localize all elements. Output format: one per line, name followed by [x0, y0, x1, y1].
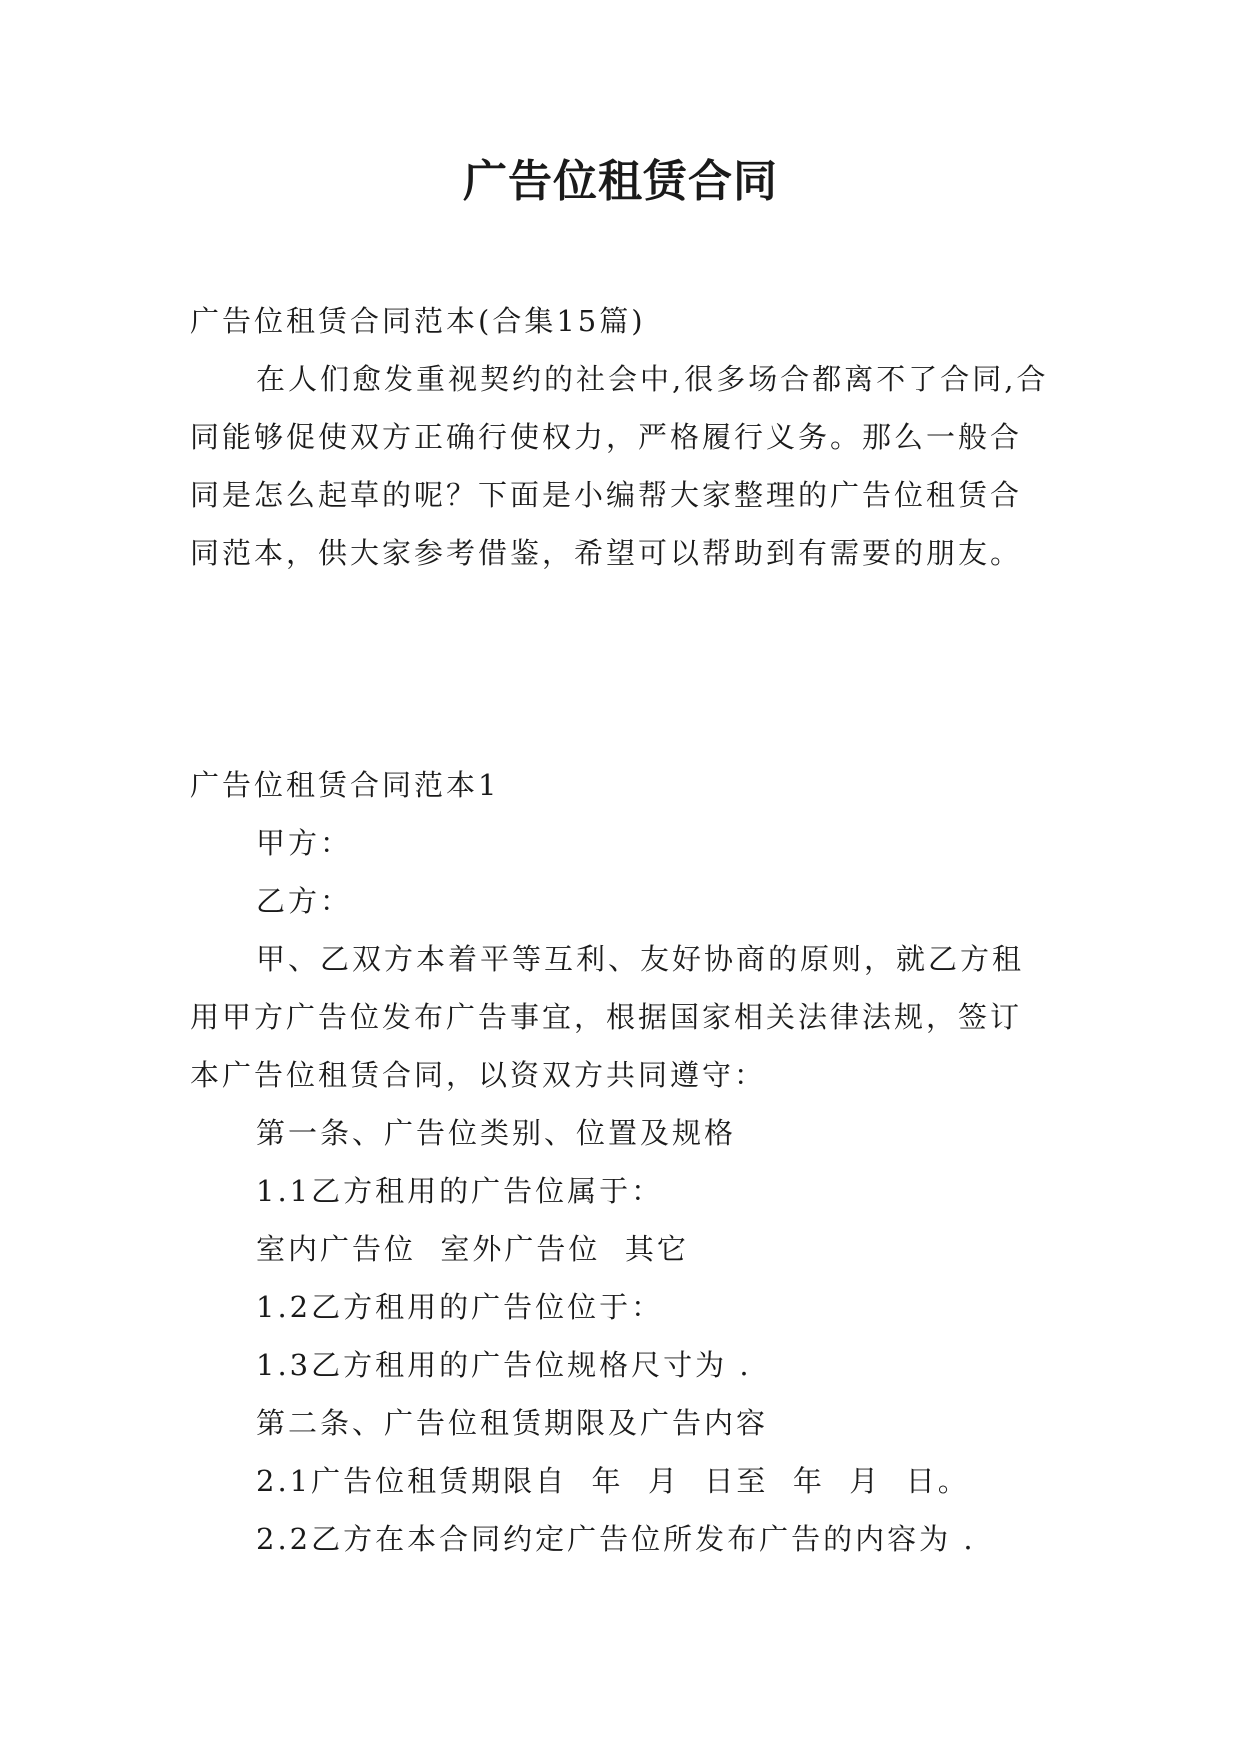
clause-2-2: 2.2乙方在本合同约定广告位所发布广告的内容为 .: [256, 1522, 976, 1556]
clause-1-2: 1.2乙方租用的广告位位于：: [256, 1290, 664, 1324]
article-2-title: 第二条、广告位租赁期限及广告内容: [256, 1406, 769, 1440]
clause-1-3: 1.3乙方租用的广告位规格尺寸为 .: [256, 1348, 752, 1382]
party-b-line: 乙方：: [256, 884, 353, 918]
party-a-line: 甲方：: [256, 826, 353, 860]
clause-2-1: 2.1广告位租赁期限自 年 月 日至 年 月 日。: [256, 1464, 970, 1498]
document-subtitle: 广告位租赁合同范本(合集15篇): [190, 304, 646, 338]
section-heading: 广告位租赁合同范本1: [190, 768, 500, 802]
document-body: [190, 292, 1050, 1568]
article-1-title: 第一条、广告位类别、位置及规格: [256, 1116, 737, 1150]
preamble-paragraph: 甲、乙双方本着平等互利、友好协商的原则，就乙方租用甲方广告位发布广告事宜，根据国家相关法律法规，签订本广告位租赁合同，以资双方共同遵守：: [190, 942, 1025, 1092]
intro-paragraph: 在人们愈发重视契约的社会中,很多场合都离不了合同,合同能够促使双方正确行使权力，严格履行义务。那么一般合同是怎么起草的呢？下面是小编帮大家整理的广告位租赁合同范本，供大家参考借鉴，希望可以帮助到有需要的朋友。: [190, 362, 1049, 570]
clause-1-1: 1.1乙方租用的广告位属于：: [256, 1174, 664, 1208]
section-spacer: [190, 582, 1050, 756]
document-title: 广告位租赁合同: [463, 156, 778, 207]
clause-1-1-options: 室内广告位 室外广告位 其它: [256, 1232, 689, 1266]
